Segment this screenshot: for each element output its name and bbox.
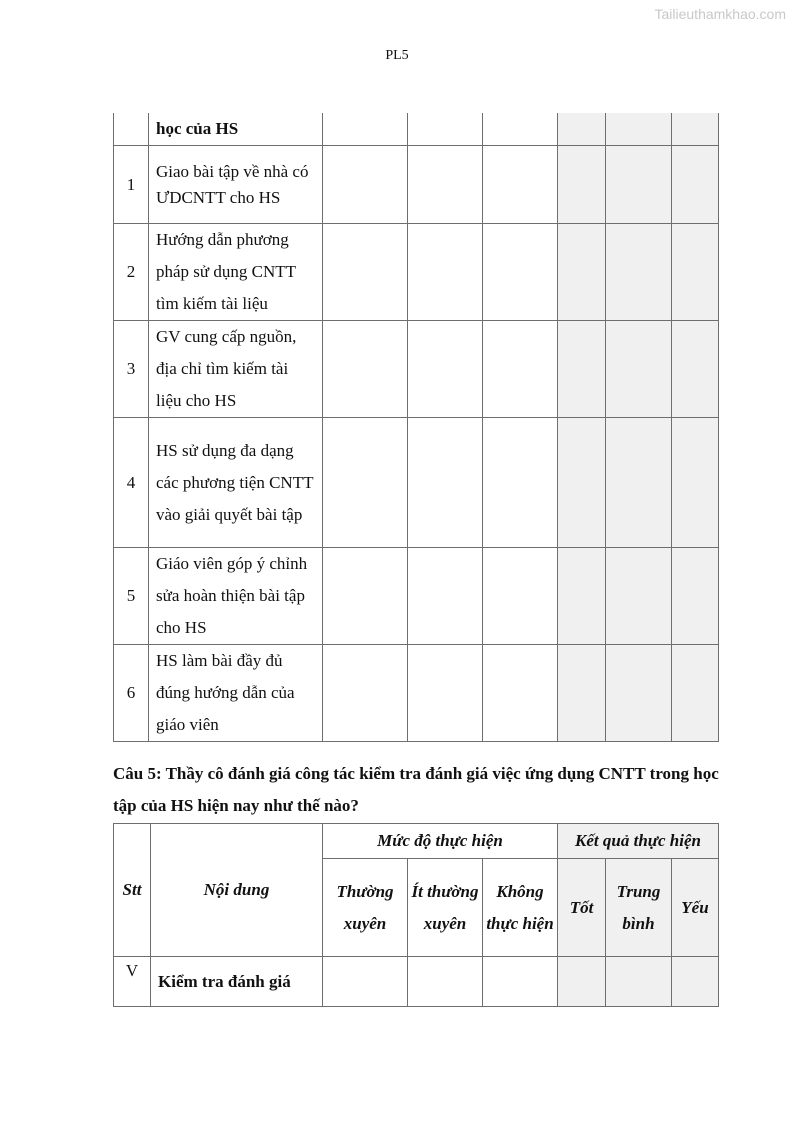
section-title: học của HS — [149, 113, 323, 146]
watermark: Tailieuthamkhao.com — [654, 6, 786, 22]
row-number: 4 — [114, 418, 149, 548]
row-content: HS làm bài đầy đủ đúng hướng dẫn của giáo viên — [149, 645, 323, 742]
row-number: V — [114, 957, 151, 1007]
row-number: 1 — [114, 146, 149, 224]
header-good: Tốt — [558, 859, 606, 957]
header-often: Thường xuyên — [323, 859, 408, 957]
table-row — [114, 224, 719, 321]
header-rarely: Ít thường xuyên — [408, 859, 483, 957]
header-row — [114, 824, 719, 859]
question-5: Câu 5: Thầy cô đánh giá công tác kiểm tra đánh giá việc ứng dụng CNTT trong học tập của HS hiện nay như thế nào? — [113, 764, 719, 815]
row-content: Hướng dẫn phương pháp sử dụng CNTT tìm kiếm tài liệu — [149, 224, 323, 321]
table-row — [114, 113, 719, 146]
header-stt: Stt — [114, 824, 151, 957]
header-result: Kết quả thực hiện — [558, 824, 719, 859]
row-content: Kiểm tra đánh giá — [151, 957, 323, 1007]
row-number: 6 — [114, 645, 149, 742]
table-row — [114, 418, 719, 548]
row-number: 3 — [114, 321, 149, 418]
row-content: GV cung cấp nguồn, địa chỉ tìm kiếm tài liệu cho HS — [149, 321, 323, 418]
table-row — [114, 645, 719, 742]
header-never: Không thực hiện — [483, 859, 558, 957]
row-number: 5 — [114, 548, 149, 645]
header-average: Trung bình — [606, 859, 672, 957]
table-row — [114, 548, 719, 645]
table-row — [114, 957, 719, 1007]
table-row — [114, 321, 719, 418]
row-content: Giáo viên góp ý chỉnh sửa hoàn thiện bài tập cho HS — [149, 548, 323, 645]
header-weak: Yếu — [672, 859, 719, 957]
table-row — [114, 146, 719, 224]
row-content: Giao bài tập về nhà có ƯDCNTT cho HS — [149, 146, 323, 224]
header-content: Nội dung — [151, 824, 323, 957]
row-content: HS sử dụng đa dạng các phương tiện CNTT vào giải quyết bài tập — [149, 418, 323, 548]
survey-table-continued — [113, 113, 719, 742]
header-implementation-level: Mức độ thực hiện — [323, 824, 558, 859]
row-number: 2 — [114, 224, 149, 321]
page-label: PL5 — [385, 48, 409, 63]
survey-table-q5 — [113, 823, 719, 1007]
